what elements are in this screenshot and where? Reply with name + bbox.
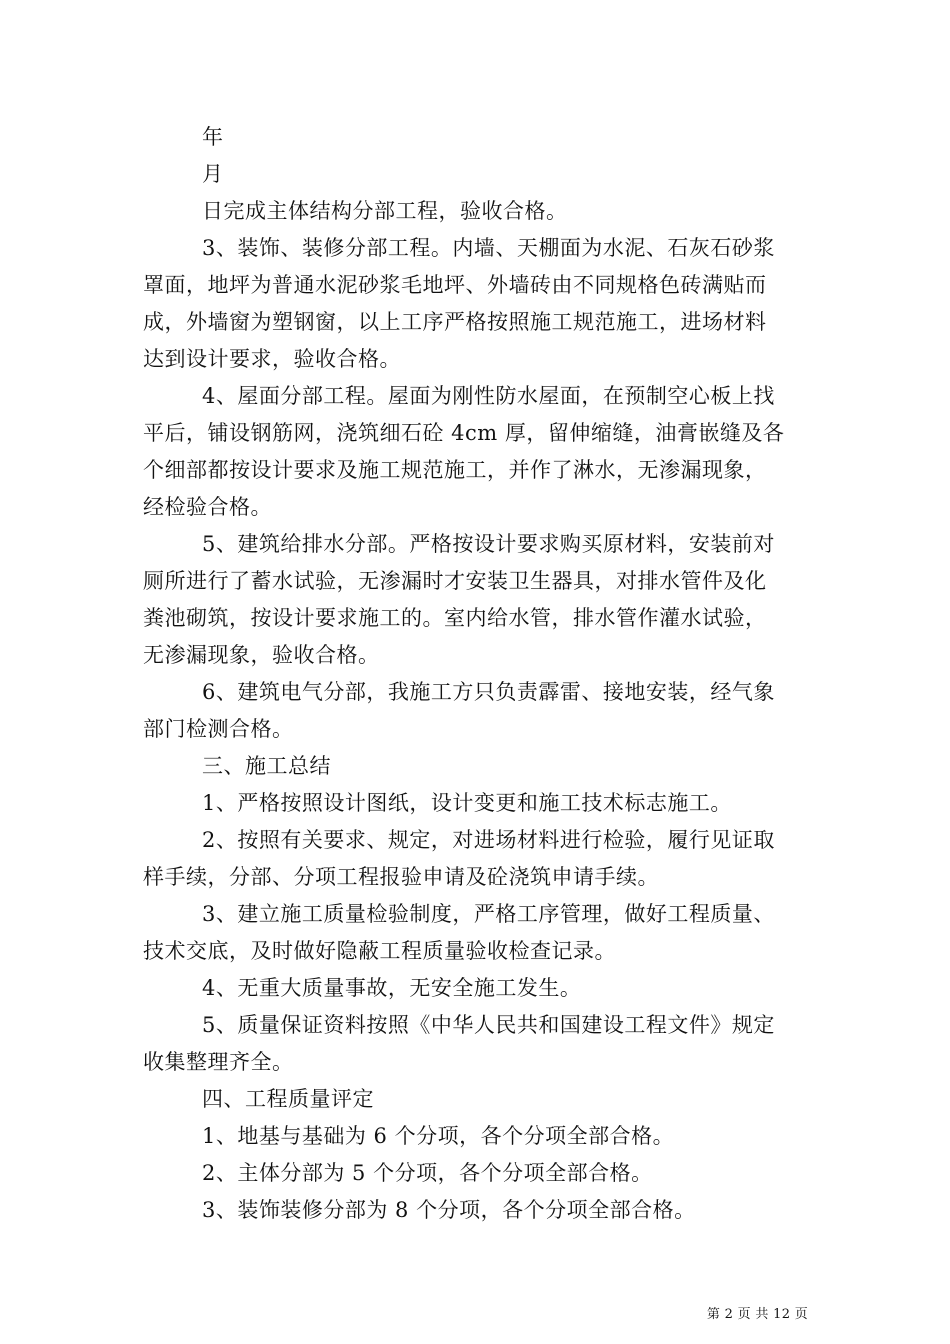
text-line: 成，外墙窗为塑钢窗，以上工序严格按照施工规范施工，进场材料 <box>143 310 767 334</box>
text-line: 粪池砌筑，按设计要求施工的。室内给水管，排水管作灌水试验， <box>143 606 767 630</box>
text-line: 四、工程质量评定 <box>202 1087 374 1111</box>
text-line: 收集整理齐全。 <box>143 1050 294 1074</box>
text-line: 平后，铺设钢筋网，浇筑细石砼 4cm 厚，留伸缩缝，油膏嵌缝及各 <box>143 421 785 445</box>
text-line: 4、屋面分部工程。屋面为刚性防水屋面，在预制空心板上找 <box>202 384 775 408</box>
text-line: 2、按照有关要求、规定，对进场材料进行检验，履行见证取 <box>202 828 775 852</box>
text-line: 6、建筑电气分部，我施工方只负责霹雷、接地安装，经气象 <box>202 680 775 704</box>
text-line: 3、装饰、装修分部工程。内墙、天棚面为水泥、石灰石砂浆 <box>202 236 775 260</box>
text-line: 年 <box>202 125 224 149</box>
text-line: 技术交底，及时做好隐蔽工程质量验收检查记录。 <box>143 939 616 963</box>
text-line: 3、建立施工质量检验制度，严格工序管理，做好工程质量、 <box>202 902 775 926</box>
text-line: 4、无重大质量事故，无安全施工发生。 <box>202 976 582 1000</box>
text-line: 1、严格按照设计图纸，设计变更和施工技术标志施工。 <box>202 791 732 815</box>
text-line: 达到设计要求，验收合格。 <box>143 347 401 371</box>
text-line: 样手续，分部、分项工程报验申请及砼浇筑申请手续。 <box>143 865 659 889</box>
document-body <box>143 119 808 1229</box>
text-line: 经检验合格。 <box>143 495 272 519</box>
page-number-footer: 第 2 页 共 12 页 <box>706 1307 808 1322</box>
text-line: 5、质量保证资料按照《中华人民共和国建设工程文件》规定 <box>202 1013 775 1037</box>
text-line: 3、装饰装修分部为 8 个分项，各个分项全部合格。 <box>202 1198 696 1222</box>
text-line: 三、施工总结 <box>202 754 331 778</box>
text-line: 月 <box>202 162 224 186</box>
text-line: 厕所进行了蓄水试验，无渗漏时才安装卫生器具，对排水管件及化 <box>143 569 767 593</box>
text-line: 个细部都按设计要求及施工规范施工，并作了淋水，无渗漏现象， <box>143 458 767 482</box>
text-line: 部门检测合格。 <box>143 717 294 741</box>
text-line: 罩面，地坪为普通水泥砂浆毛地坪、外墙砖由不同规格色砖满贴而 <box>143 273 767 297</box>
text-line: 无渗漏现象，验收合格。 <box>143 643 380 667</box>
text-line: 2、主体分部为 5 个分项，各个分项全部合格。 <box>202 1161 653 1185</box>
text-line: 日完成主体结构分部工程，验收合格。 <box>202 199 568 223</box>
text-line: 5、建筑给排水分部。严格按设计要求购买原材料，安装前对 <box>202 532 775 556</box>
text-line: 1、地基与基础为 6 个分项，各个分项全部合格。 <box>202 1124 675 1148</box>
